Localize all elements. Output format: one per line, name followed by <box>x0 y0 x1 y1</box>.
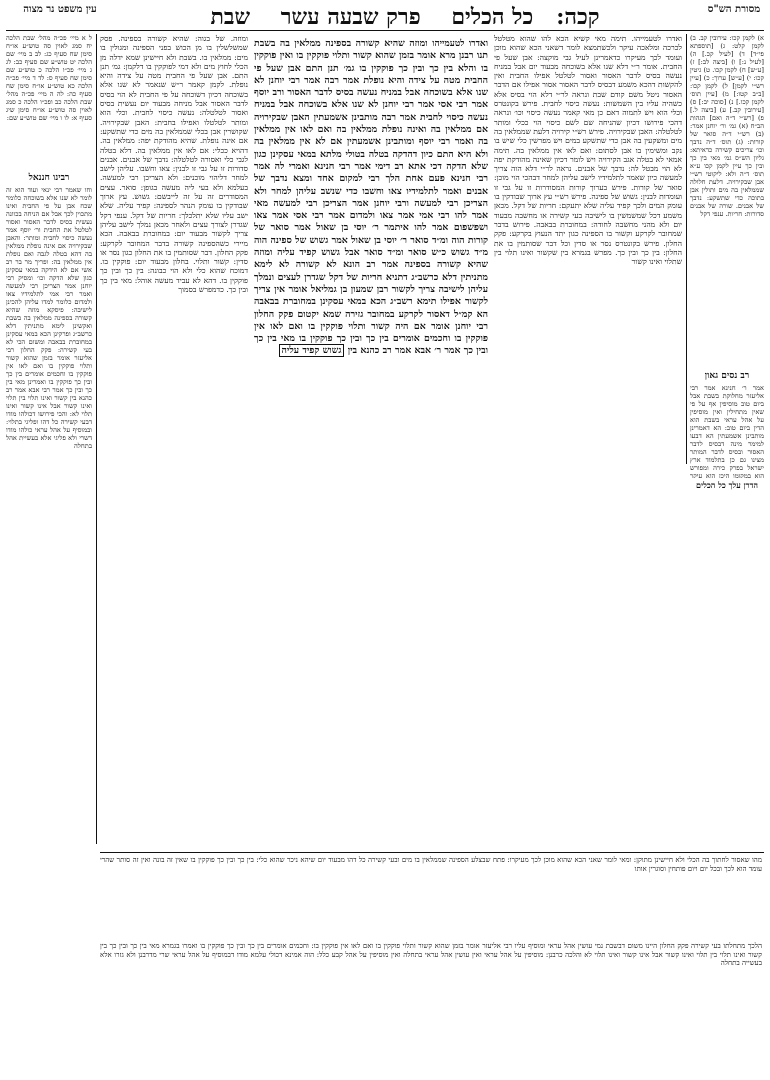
page-header <box>120 4 690 30</box>
header-rule <box>6 30 764 31</box>
ein-mishpat-text: ל א מיי׳ פכ״ה מהל׳ שבת הלכה יח סמג לאוין סה טוש״ע או״ח סימן שח סעיף כג: לב ב מיי׳ שם הלכה יט טוש״ע שם סעיף כב: לג ג מיי׳ פכ״ו הלכה כ טוש״ע שם סימן שח סעיף ס: לד ד מיי׳ פכ״ה הלכה כא טוש״ע או״ח סימן שח סעיף כה: לה ה מיי׳ פכ״ה מהל׳ שבת הלכה כב ופכ״ו הלכה כ סמג לאוין סה טוש״ע או״ח סימן שיג סעיף א: לו ו מיי׳ שם טוש״ע שם: <box>6 34 92 122</box>
gemara-opening: ואדרו לטעמייהו <box>432 39 488 49</box>
footer-commentary-bottom <box>100 942 762 1074</box>
ein-mishpat-heading: עין משפט נר מצוה <box>23 4 97 15</box>
column-divider <box>686 34 687 464</box>
rabbenu-chananel-text: וחו שאמר רבי ינאי ועוד הוא זה לומר לא שנו אלא בשוכחה כלומר שכח אבן על פי החבית ואינו מתכוין לכך אבל אם הניחה בכוונה נעשית בסיס לדבר האסור ואסור לטלטל את החבית ור׳ יוסף אמר נעשה כיסוי לחבית ומותר: והאבן שבקירויה אם אינה נופלת ממלאין בה דהא בטלה לגבה ואם נופלת אין ממלאין בה: ופריך מר בר רב אשי אם לא הידקה במאי עסקינן כגון שלא הדקה וכו׳ ומסיק רבי יוחנן אמר הצריכן רבי למעשה ואמר רבי אמי לתלמידיו צאו ולמדום כלומר למדו עליהן להכינן לישיבה: פיסקא מוזה שהיא קשורה בספינה ממלאין בה בשבת ואקשינן לימא מתניתין דלא כרשב״ג ופרקינן הכא במאי עסקינן במחוברת בבאבה ומשום הכי לא בעי קשירה: פקק החלון רבי אליעזר אומר בזמן שהוא קשור ותלוי פוקקין בו ואם לאו אין פוקקין בו וחכמים אומרים בין כך ובין כך פוקקין בו ואמרינן מאי בין כך ובין כך אמר רבי אבא אמר רב כהנא בין קשור ואינו תלוי בין תלוי ואינו קשור אבל אינו קשור ואינו תלוי לא: והכי פירושו דכולהו מודו דבעי קשירה כל דהו ופליגי בתלוי: ובמוסיף על אהל עראי כולהו מודו דשרי ולא פליגי אלא בעשיית אהל בתחלה <box>6 186 92 450</box>
chapter-number: פרק שבעה עשר <box>280 4 421 30</box>
chapter-name: כל הכלים <box>451 4 534 30</box>
footer-right-text: הלכך מתחלתו בעי קשירה פקק החלון היינו משום דבשבת נמי עושין אהל עראי ומוסיף עליו רבי אליעזר אומר בזמן שהוא קשור ותלוי פוקקין בו ואם לאו אין פוקקין בו: וחכמים אומרים בין כך ובין כך פוקקין בו ואמרו בגמרא מאי בין כך ובין כך בין קשור ואינו תלוי בין תלוי ואינו קשור אבל אינו קשור ואינו תלוי לא והלכה כרבנן: מוסיפין על אהל עראי ואין עושין אהל עראי בתחלה ואין מוסיפין על אהל קבע כלל: הוה אמינא דכולי עלמא מודו דבמוסיף על אהל עראי שרי מדרבנן ולא גזרו אלא בעשייה בתחלה <box>100 942 762 968</box>
rashi-column <box>100 34 248 824</box>
rav-nissim-text: אמר ר׳ חנינא אמר רבי אליעזר מחלוקת בשבת אבל ביום טוב מוסיפין אף על פי שאין מתחילין ואין מוסיפין על אהל עראי בשבת הוא הדין ביום טוב: הא דאמרינן מותבינן אשמעתין הא דבעו למימר מינה דבסיס לדבר האסור ובסיס לדבר המותר מצינו גם כן בתלמוד ארץ ישראל בפרק כירה ומפורש הוא במקומו היכן הוא עיקר <box>690 384 764 478</box>
tosafot-column <box>494 34 682 824</box>
rashi-text: ומוזה. של בגוה: שהיא קשורה בספינה. פסק שמשלשלין בו מן הכוש בפני הספינה ומגולין בו מים: ממלאין בו. בשבת ולא חיישינן שמא ידלה מן הכלי לחוץ מים ולא דמי לפוקקין בו דלקמן: גמ׳ תנן התם. אבן שעל פי החבית מטה על צידה והיא נופלת. לקמן קאמר ר״ש שנאמר לא שנו אלא בשוכחה דכיון דשוכחה על פי החבית לא הוי בסיס לדבר האסור אבל מניחה מבעוד יום נעשית בסיס ואסור לטלטלה: נעשה כיסוי לחבית. וכלי הוא ומותר לטלטלו ואפילו בחבית: האבן שבקירויה. שקושרין אבן בכלי שממלאין בה מים כדי שתשקע: אם אינה נופלת. שהיא מהודקת יפה: ממלאין בה. דהויא ככלי: אם לאו אין ממלאין בה. דלא בטלה לגבי כלי ואסורה לטלטלה: נדבך של אבנים. אבנים סדורות זו על גבי זו לבנין: צאו וחשבו. עליהן לישב למחר דליהוי מוכנים: ולא הצריכן רבי למעשה. בעלמא ולא בעי ליה מעשה בגופן: סואר. עצים המסודרים זה על זה לייבשם: גשוש. עץ ארוך שבודקין בו עומק הנהר לספינה: קפיד עליה. שלא ישב עליו שלא יתלכלך: חריות של דקל. ענפי דקל שגדרן לצורך עצים ולאחר מכאן נמלך לישב עליהן צריך לקשור מבעוד יום: במחוברת בבאבה. הכא מיירי כשהספינה קשורה בדבר המחובר לקרקע: פקק החלון. דבר שסותמין בו את החלון כגון נסר או סדין: קשור ותלוי. בחלון מבעוד יום: פוקקין בו. דמוכח שהוא כלי ולא הוי כבונה: בין כך ובין כך פוקקין בו. דהא לא עביד מעשה אוהל: מאי בין כך ובין כך. כדמפרש בסמוך <box>100 34 248 295</box>
rav-nissim-column <box>690 368 764 478</box>
gemara-text: ומוזה שהיא קשורה בספינה ממלאין בה בשבת תנו רבנן מרא אומר בזמן שהוא קשור ותלוי פוקקין בו ואין פוקקין בו והלא בין כך ובין כך פוקקין בו גמ׳ תנן התם אבן שעל פי החבית מטה על צידה והיא נופלת אמר רבה אמר רבי יוחנן לא שנו אלא בשוכחה אבל במניח נעשה בסיס לדבר האסור ורב יוסף אמר רבי אסי אמר רבי יוחנן לא שנו אלא בשוכחה אבל במניח נעשה כיסוי לחבית אמר רבה מותבינן אשמעתין האבן שבקירויה אם ממלאין בה ואינה נופלת ממלאין בה ואם לאו אין ממלאין בה ואמר רבי יוסף ומותבינן אשמעתין אם לא אין ממלאין בה ולא היא התם כיון דהדקה בטלה בטולי מלתא במאי עסקינן כגון שלא הדקה דכי אתא רב דימי אמר רבי חנינא ואמרי לה אמר רבי חנינא פעם אחת הלך רבי למקום אחד ומצא נדבך של אבנים ואמר לתלמידיו צאו וחשבו כדי שנשב עליהן למחר ולא הצריכן רבי למעשה ורבי יוחנן אמר הצריכן רבי למעשה מאי אמר להו רבי אמי אמר צאו ולמדום אמר רבי אסי אמר צאו ושפשפום אמר להו איתמר ר׳ יוסי בן שאול אמר סואר של קורות הוה ומ״ד סואר ר׳ יוסי בן שאול אמר גשוש של ספינה הוה מ״ד גשוש כ״ש סואר ומ״ד סואר אבל גשוש קפיד עליה ומוזה שהיא קשורה בספינה אמר רב הונא לא קשורה לא לימא מתניתין דלא כרשב״ג דתניא חריות של דקל שגדרן לעצים ונמלך עליהן לישיבה צריך לקשור רבן שמעון בן גמליאל אומר אין צריך לקשור אפילו תימא רשב״ג הכא במאי עסקינן במחוברת בבאבה הא קמ״ל דאסור לקרקע במחובר גזירה שמא יקטום פקק החלון רבי יוחנן אומר אם היה קשור ותלוי פוקקין בו ואם לאו אין פוקקין בו וחכמים אומרים בין כך ובין כך פוקקין בו מאי בין כך ובין כך אמר ר׳ אבא אמר רב כהנא בין <box>254 38 488 357</box>
footer-commentary-top <box>100 856 762 938</box>
hadran-line: הדרן עלך כל הכלים <box>696 480 758 490</box>
gesher-highlight: גשוש קפיד עליה <box>279 344 345 357</box>
page-number: קכה: <box>556 4 600 30</box>
column-divider <box>96 34 97 844</box>
rabbenu-chananel-column <box>6 170 92 1054</box>
ein-mishpat-column <box>6 34 92 166</box>
tractate-name: שבת <box>210 4 251 30</box>
masoret-heading: מסורת הש"ס <box>707 4 761 15</box>
rav-nissim-label: רב נסים גאון <box>704 371 750 381</box>
rabbenu-chananel-label: רבינו חננאל <box>28 173 70 183</box>
footer-rule <box>100 852 764 853</box>
masoret-hashas-column <box>690 34 764 364</box>
masoret-text: א) לקמן קכו: עירובין קב. ב) לקמן קלט: ג) [תוספתא פי״ד] ד) [לעיל קכ.] ה) [לעיל נ:] ו) [ביצה לב:] ז) [ע״ש] ח) לקמן קכו. ט) גיטין קכו: י) [ע״ש] ערוך: כ) [עיין רש״י לקמן] ל) לקמן קכו: [ב״ב קטו:] מ) [עיין תוס׳ לקמן קכו.] נ) [סוכה יב:] ס) [עירובין קב.] ע) [ביצה ל.] פ) [רש״י ד״ה ואם] הגהות הב״ח (א) גמ׳ ור׳ יוחנן אמר: (ב) רש״י ד״ה סואר של קורות: (ג) תוס׳ ד״ה נדבך וכו׳ צריכים קשירה כדאיתא: גליון הש״ס גמ׳ מאי בין כך ובין כך עיין לקמן קכו ע״א תוס׳ ד״ה ולא: ליקוטי רש״י אבן שבקירויה. דלעת חלולה שממלאין בה מים ותולין אבן בתוכה כדי שתשקע: נדבך של אבנים. שורה של אבנים סדורות: חריות. ענפי דקל <box>690 34 764 218</box>
tosafot-text: ואדרו לטעמייהו. תימה מאי קשיא הכא להו שהוא מטלטל לכרכה ומלאכה עיקר ולכשתמצא לומר דשאני הכא שהוא מוכן ועומד לכך מעיקרו כדאמרינן לעיל גבי מוקצה: אבן שעל פי החבית. אומר ר״י דלא שנו אלא בשוכחה מבעוד יום אבל במניח נעשה בסיס לדבר האסור ואסור לטלטל אפילו החבית ואין להקשות דהכא משמע דבסיס לדבר האסור אסור אפילו אם הדבר האסור ניטל משם קודם שבת ונראה לר״י דלא הוי בסיס אלא כשהיה עליו בין השמשות: נעשה כיסוי לחבית. פירש בקונטרס וכלי הוא ויש לתמוה דאם כן מאי קאמר נעשה כיסוי וכו׳ ונראה דהכי פירושו דכיון שהניחה שם לשם כיסוי הוי ככלי ומותר לטלטלה: האבן שבקירויה. פירש רש״י קירויה דלעת שממלאין בה מים ומשקעין בה אבן כדי שתשקע במים ויש מפרשין כלי שיש בו נקב ומשימין בו אבן לסתום: ואם לאו אין ממלאין בה. תימה אמאי לא בטלה אגב הקירויה ויש לומר דכיון שאינה מהודקת יפה לא הוי מבטל לה: נדבך של אבנים. נראה לר״י דלא הוה צריך למעשה כיון שאמר לתלמידיו לישב עליהן למחר דבהכי הוי מוכן: סואר של קורות. פירש בערוך קורות המסודרות זו על גבי זו ועומדות לבנין: גשוש של ספינה. פירש רש״י עץ ארוך שבודקין בו עומק המים ולכך קפיד עליה שלא יתעקם: חריות של דקל. מכאן משמע דכל שמשמשין בו לישיבה בעי קשירה או מחשבה מבעוד יום ולא מהני מחשבה לחודה: במחוברת בבאבה. פירוש בדבר שמחובר לקרקע וקשור בו הספינה כגון יתד הנעוץ בקרקע: פקק החלון. פירש בקונטרס נסר או סדין וכל דבר שסותמין בו את החלון: בין כך ובין כך. מפרש בגמרא בין שקשור ואינו תלוי בין שתלוי ואינו קשור <box>494 34 682 267</box>
gemara-column <box>254 38 488 848</box>
footer-left-text: מהו שאסור לחתוך בה הכלי ולא חיישינן מתוקן: ומאי לומר שאני הכא שהוא מוכן לכך מעיקרו: פתח שבצלע הספינה שממלאין בו מים ובעי קשירה כל דהו מבעוד יום שיהא ניכר שהוא כלי: בין כך ובין כך פוקקין בו שאין זה בונה ואין זה סותר שהרי עומד הוא לכך ובכל יום ויום פותחין וסוגרין אותו <box>100 856 762 873</box>
